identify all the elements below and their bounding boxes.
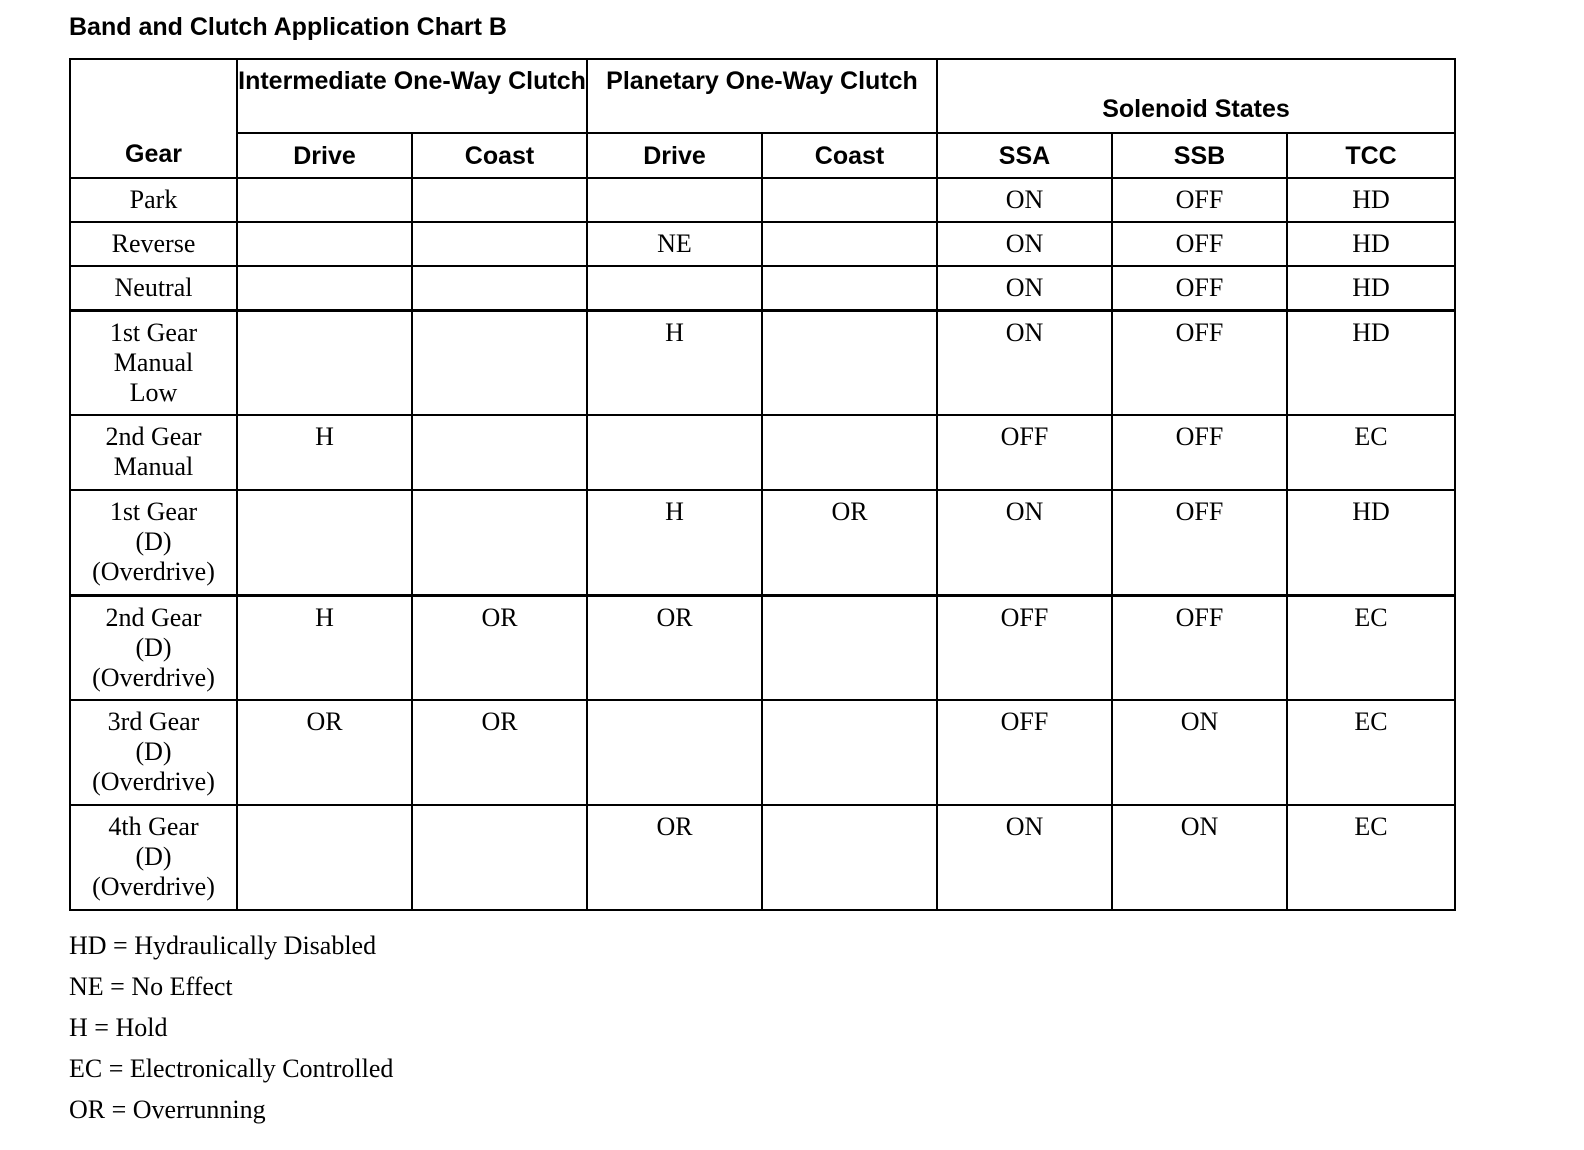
ssa-cell: OFF <box>937 700 1112 805</box>
intermediate-coast-cell <box>412 178 587 222</box>
gear-cell <box>70 222 237 266</box>
gear-cell-line: Low <box>129 377 178 407</box>
ssb-cell: OFF <box>1112 266 1287 310</box>
legend-item: HD = Hydraulically Disabled <box>69 931 377 960</box>
planetary-drive-cell <box>587 266 762 310</box>
table-row <box>70 222 1455 266</box>
ssa-cell: ON <box>937 310 1112 415</box>
intermediate-drive-cell <box>237 222 412 266</box>
table-row <box>70 266 1455 310</box>
gear-cell <box>70 266 237 310</box>
table-row <box>70 490 1455 595</box>
tcc-header: TCC <box>1287 133 1455 178</box>
tcc-cell: HD <box>1287 310 1455 415</box>
table-row <box>70 310 1455 415</box>
intermediate-drive-cell <box>237 310 412 415</box>
table-row <box>70 595 1455 700</box>
planetary-drive-cell: OR <box>587 805 762 910</box>
gear-cell-line: (Overdrive) <box>92 872 215 901</box>
planetary-coast-cell <box>762 415 937 490</box>
intermediate-drive-cell: H <box>237 415 412 490</box>
gear-cell <box>70 310 237 415</box>
planetary-coast-cell <box>762 266 937 310</box>
gear-cell <box>70 805 237 910</box>
intermediate-coast-cell <box>412 490 587 595</box>
legend-item: H = Hold <box>69 1013 168 1042</box>
planetary-drive-cell <box>587 700 762 805</box>
tcc-cell: EC <box>1287 805 1455 910</box>
gear-cell-line: 2nd Gear <box>105 602 202 632</box>
planetary-coast-header: Coast <box>762 133 937 178</box>
planetary-coast-cell <box>762 805 937 910</box>
ssa-cell: OFF <box>937 415 1112 490</box>
tcc-cell: EC <box>1287 595 1455 700</box>
intermediate-drive-cell <box>237 805 412 910</box>
planetary-drive-cell: NE <box>587 222 762 266</box>
planetary-drive-cell <box>587 178 762 222</box>
gear-header: Gear <box>70 59 237 178</box>
ssb-cell: OFF <box>1112 490 1287 595</box>
gear-cell-line: Neutral <box>114 273 193 302</box>
table-row <box>70 415 1455 490</box>
gear-cell <box>70 595 237 700</box>
planetary-coast-cell <box>762 310 937 415</box>
gear-cell-line: 3rd Gear <box>107 707 200 736</box>
tcc-cell: HD <box>1287 222 1455 266</box>
intermediate-drive-cell: H <box>237 595 412 700</box>
ssb-cell: ON <box>1112 805 1287 910</box>
ssb-cell: OFF <box>1112 595 1287 700</box>
planetary-coast-cell <box>762 595 937 700</box>
ssa-cell: ON <box>937 266 1112 310</box>
planetary-clutch-header: Planetary One-Way Clutch <box>587 59 937 133</box>
intermediate-drive-header: Drive <box>237 133 412 178</box>
planetary-drive-cell: H <box>587 490 762 595</box>
legend <box>69 925 393 1130</box>
intermediate-coast-header: Coast <box>412 133 587 178</box>
ssa-cell: ON <box>937 222 1112 266</box>
planetary-coast-cell <box>762 700 937 805</box>
gear-cell-line: (Overdrive) <box>92 767 215 796</box>
ssb-cell: OFF <box>1112 310 1287 415</box>
tcc-cell: HD <box>1287 178 1455 222</box>
gear-cell-line: Park <box>129 185 178 214</box>
ssb-header: SSB <box>1112 133 1287 178</box>
intermediate-drive-cell: OR <box>237 700 412 805</box>
planetary-drive-cell <box>587 415 762 490</box>
ssa-cell: ON <box>937 490 1112 595</box>
gear-cell-line: Reverse <box>111 229 196 258</box>
intermediate-coast-cell <box>412 266 587 310</box>
gear-cell-line: (D) <box>135 632 172 662</box>
gear-cell-line: (Overdrive) <box>92 557 215 586</box>
intermediate-drive-cell <box>237 490 412 595</box>
table-row <box>70 805 1455 910</box>
gear-cell-line: (Overdrive) <box>92 662 215 692</box>
planetary-coast-cell <box>762 178 937 222</box>
intermediate-coast-cell: OR <box>412 700 587 805</box>
intermediate-coast-cell <box>412 310 587 415</box>
gear-cell-line: 4th Gear <box>108 812 199 841</box>
tcc-cell: HD <box>1287 490 1455 595</box>
application-chart-table <box>69 58 1456 911</box>
gear-cell-line: Manual <box>113 452 194 481</box>
solenoid-states-header: Solenoid States <box>937 59 1455 133</box>
ssa-cell: ON <box>937 178 1112 222</box>
gear-cell-line: 1st Gear <box>109 497 198 526</box>
intermediate-coast-cell: OR <box>412 595 587 700</box>
ssb-cell: OFF <box>1112 415 1287 490</box>
legend-item: NE = No Effect <box>69 972 233 1001</box>
planetary-drive-cell: H <box>587 310 762 415</box>
gear-cell-line: (D) <box>135 842 172 871</box>
table-row <box>70 700 1455 805</box>
ssa-cell: OFF <box>937 595 1112 700</box>
gear-cell-line: Manual <box>113 347 194 377</box>
intermediate-drive-cell <box>237 178 412 222</box>
ssa-cell: ON <box>937 805 1112 910</box>
planetary-coast-cell: OR <box>762 490 937 595</box>
gear-cell-line: (D) <box>135 527 172 556</box>
intermediate-coast-cell <box>412 222 587 266</box>
table-row <box>70 178 1455 222</box>
ssb-cell: OFF <box>1112 178 1287 222</box>
gear-cell <box>70 490 237 595</box>
gear-cell-line: 1st Gear <box>109 317 198 347</box>
gear-cell <box>70 415 237 490</box>
planetary-coast-cell <box>762 222 937 266</box>
chart-title: Band and Clutch Application Chart B <box>69 13 507 41</box>
intermediate-clutch-header: Intermediate One-Way Clutch <box>237 59 587 133</box>
intermediate-coast-cell <box>412 415 587 490</box>
ssb-cell: ON <box>1112 700 1287 805</box>
gear-cell-line: (D) <box>135 737 172 766</box>
chart-body <box>70 178 1455 910</box>
planetary-drive-cell: OR <box>587 595 762 700</box>
tcc-cell: EC <box>1287 415 1455 490</box>
gear-cell-line: 2nd Gear <box>105 422 202 451</box>
gear-cell <box>70 178 237 222</box>
ssb-cell: OFF <box>1112 222 1287 266</box>
intermediate-coast-cell <box>412 805 587 910</box>
intermediate-drive-cell <box>237 266 412 310</box>
tcc-cell: EC <box>1287 700 1455 805</box>
tcc-cell: HD <box>1287 266 1455 310</box>
gear-cell <box>70 700 237 805</box>
planetary-drive-header: Drive <box>587 133 762 178</box>
legend-item: EC = Electronically Controlled <box>69 1054 394 1083</box>
ssa-header: SSA <box>937 133 1112 178</box>
legend-item: OR = Overrunning <box>69 1095 266 1124</box>
